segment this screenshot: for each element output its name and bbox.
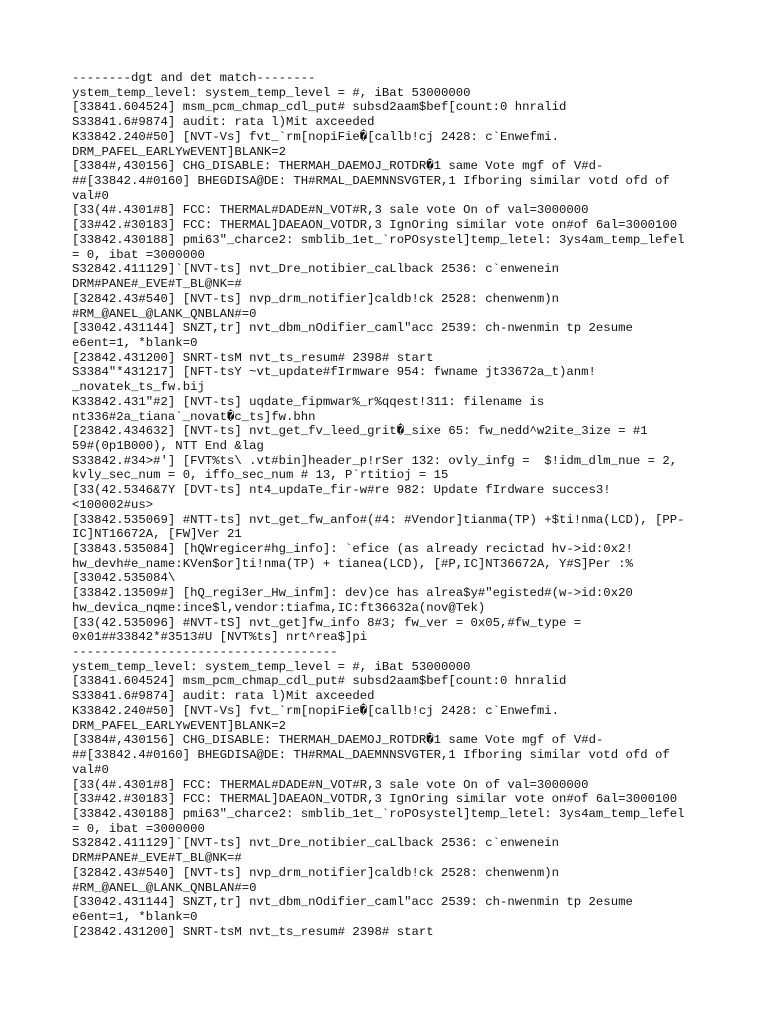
- log-line: [32842.43#540] [NVT-ts] nvp_drm_notifier]caldb!ck 2528: chenwenm)n: [72, 865, 560, 880]
- log-line: kvly_sec_num = 0, iffo_sec_num # 13, P`rtitioj = 15: [72, 468, 449, 483]
- log-line: S3384"*431217] [NFT-tsY ~vt_update#fIrmware 954: fwname jt33672a_t)anm!: [72, 365, 596, 380]
- log-line: K33842.240#50] [NVT-Vs] fvt_`rm[nopiFie�[callb!cj 2428: c`Enwefmi.: [72, 129, 560, 144]
- log-line: S33842.#34>#'] [FVT%ts\ .vt#bin]header_p!rSer 132: ovly_infg = $!idm_dlm_nue = 2,: [72, 453, 678, 468]
- log-line: [3384#,430156] CHG_DISABLE: THERMAH_DAEMOJ_ROTDR�1 same Vote mgf of V#d-: [72, 159, 604, 174]
- log-line: e6ent=1, *blank=0: [72, 335, 198, 350]
- log-line: <100002#us>: [72, 497, 154, 512]
- log-line: _novatek_ts_fw.bij: [72, 380, 205, 395]
- log-line: --------dgt and det match--------: [72, 71, 316, 85]
- log-line: ystem_temp_level: system_temp_level = #, iBat 53000000: [72, 85, 471, 100]
- log-line: = 0, ibat =3000000: [72, 821, 205, 836]
- log-document: [72, 71, 722, 939]
- log-line: [33#42.#30183] FCC: THERMAL]DAEAON_VOTDR,3 IgnOring similar vote on#of 6al=3000100: [72, 792, 678, 807]
- log-line: S33841.6#9874] audit: rata l)Mit axceeded: [72, 689, 375, 704]
- log-line: nt336#2a_tiana`_novat�c_ts]fw.bhn: [72, 409, 316, 424]
- log-line: 0x01##33842*#3513#U [NVT%ts] nrt^rea$]pi: [72, 630, 368, 645]
- log-line: [23842.431200] SNRT-tsM nvt_ts_resum# 2398# start: [72, 924, 434, 939]
- log-line: [33(42.535096] #NVT-tS] nvt_get]fw_info 8#3; fw_ver = 0x05,#fw_type =: [72, 615, 582, 630]
- log-line: S32842.411129]`[NVT-ts] nvt_Dre_notibier_caLlback 2536: c`enwenein: [72, 262, 560, 277]
- log-line: [3384#,430156] CHG_DISABLE: THERMAH_DAEMOJ_ROTDR�1 same Vote mgf of V#d-: [72, 733, 604, 748]
- log-line: [33843.535084] [hQWregicer#hg_info]: `efice (as already recictad hv->id:0x2!: [72, 542, 633, 556]
- log-line: hw_devica_nqme:ince$l,vendor:tiafma,IC:ft36632a(nov@Tek): [72, 600, 486, 615]
- log-line: ystem_temp_level: system_temp_level = #, iBat 53000000: [72, 659, 471, 674]
- log-line: val#0: [72, 188, 109, 203]
- log-line: [33(4#.4301#8] FCC: THERMAL#DADE#N_VOT#R,3 sale vote On of val=3000000: [72, 203, 589, 218]
- log-line: [33842.13509#] [hQ_regi3er_Hw_infm]: dev)ce has alrea$y#"egisted#(w->id:0x20: [72, 586, 633, 601]
- log-line: IC]NT16672A, [FW]Ver 21: [72, 527, 242, 542]
- log-line: hw_devh#e_name:KVen$or]ti!nma(TP) + tianea(LCD), [#P,IC]NT36672A, Y#S]Per :%: [72, 556, 633, 571]
- log-line: = 0, ibat =3000000: [72, 247, 205, 262]
- log-line: DRM_PAFEL_EARLYwEVENT]BLANK=2: [72, 144, 287, 159]
- log-line: ##[33842.4#0160] BHEGDISA@DE: TH#RMAL_DAEMNNSVGTER,1 Ifboring similar votd ofd of: [72, 748, 670, 763]
- log-line: [33042.431144] SNZT,tr] nvt_dbm_nOdifier_caml"acc 2539: ch-nwenmin tp 2esume: [72, 895, 633, 910]
- log-line: K33842.240#50] [NVT-Vs] fvt_`rm[nopiFie�[callb!cj 2428: c`Enwefmi.: [72, 703, 560, 718]
- log-line: [32842.43#540] [NVT-ts] nvp_drm_notifier]caldb!ck 2528: chenwenm)n: [72, 291, 560, 306]
- log-line: S33841.6#9874] audit: rata l)Mit axceeded: [72, 115, 375, 130]
- log-text-body: [72, 71, 722, 939]
- log-line: [33042.431144] SNZT,tr] nvt_dbm_nOdifier_caml"acc 2539: ch-nwenmin tp 2esume: [72, 321, 633, 336]
- log-line: [33841.604524] msm_pcm_chmap_cdl_put# subsd2aam$bef[count:0 hnralid: [72, 674, 567, 689]
- log-line: #RM_@ANEL_@LANK_QNBLAN#=0: [72, 306, 257, 321]
- log-line: ##[33842.4#0160] BHEGDISA@DE: TH#RMAL_DAEMNNSVGTER,1 Ifboring similar votd ofd of: [72, 174, 670, 189]
- log-line: DRM_PAFEL_EARLYwEVENT]BLANK=2: [72, 718, 287, 733]
- log-line: DRM#PANE#_EVE#T_BL@NK=#: [72, 851, 242, 866]
- log-line: [33(4#.4301#8] FCC: THERMAL#DADE#N_VOT#R,3 sale vote On of val=3000000: [72, 777, 589, 792]
- log-line: [33842.430188] pmi63"_charce2: smblib_1et_`roPOsystel]temp_letel: 3ys4am_temp_lefel: [72, 232, 685, 247]
- log-line: [33842.535069] #NTT-ts] nvt_get_fw_anfo#(#4: #Vendor]tianma(TP) +$ti!nma(LCD), [PP-: [72, 512, 685, 527]
- log-line: #RM_@ANEL_@LANK_QNBLAN#=0: [72, 880, 257, 895]
- log-line: [33842.430188] pmi63"_charce2: smblib_1et_`roPOsystel]temp_letel: 3ys4am_temp_lefel: [72, 806, 685, 821]
- log-line: [33(42.5346&7Y [DVT-ts] nt4_updaTe_fir-w#re 982: Update fIrdware succes3!: [72, 483, 611, 498]
- log-line: val#0: [72, 762, 109, 777]
- log-line: [33#42.#30183] FCC: THERMAL]DAEAON_VOTDR,3 IgnOring similar vote on#of 6al=3000100: [72, 218, 678, 233]
- log-line: 59#(0p1B000), NTT End &lag: [72, 438, 264, 453]
- log-line: [23842.431200] SNRT-tsM nvt_ts_resum# 2398# start: [72, 350, 434, 365]
- log-line: [23842.434632] [NVT-ts] nvt_get_fv_leed_grit�_sixe 65: fw_nedd^w2ite_3ize = #1: [72, 424, 648, 439]
- log-line: K33842.431"#2] [NVT-ts] uqdate_fipmwar%_r%qqest!311: filename is: [72, 394, 545, 409]
- log-line: [33841.604524] msm_pcm_chmap_cdl_put# subsd2aam$bef[count:0 hnralid: [72, 100, 567, 115]
- log-line: DRM#PANE#_EVE#T_BL@NK=#: [72, 277, 242, 292]
- log-line: ------------------------------------: [72, 645, 338, 660]
- log-line: S32842.411129]`[NVT-ts] nvt_Dre_notibier_caLlback 2536: c`enwenein: [72, 836, 560, 851]
- log-line: [33042.535084\: [72, 571, 176, 586]
- log-line: e6ent=1, *blank=0: [72, 909, 198, 924]
